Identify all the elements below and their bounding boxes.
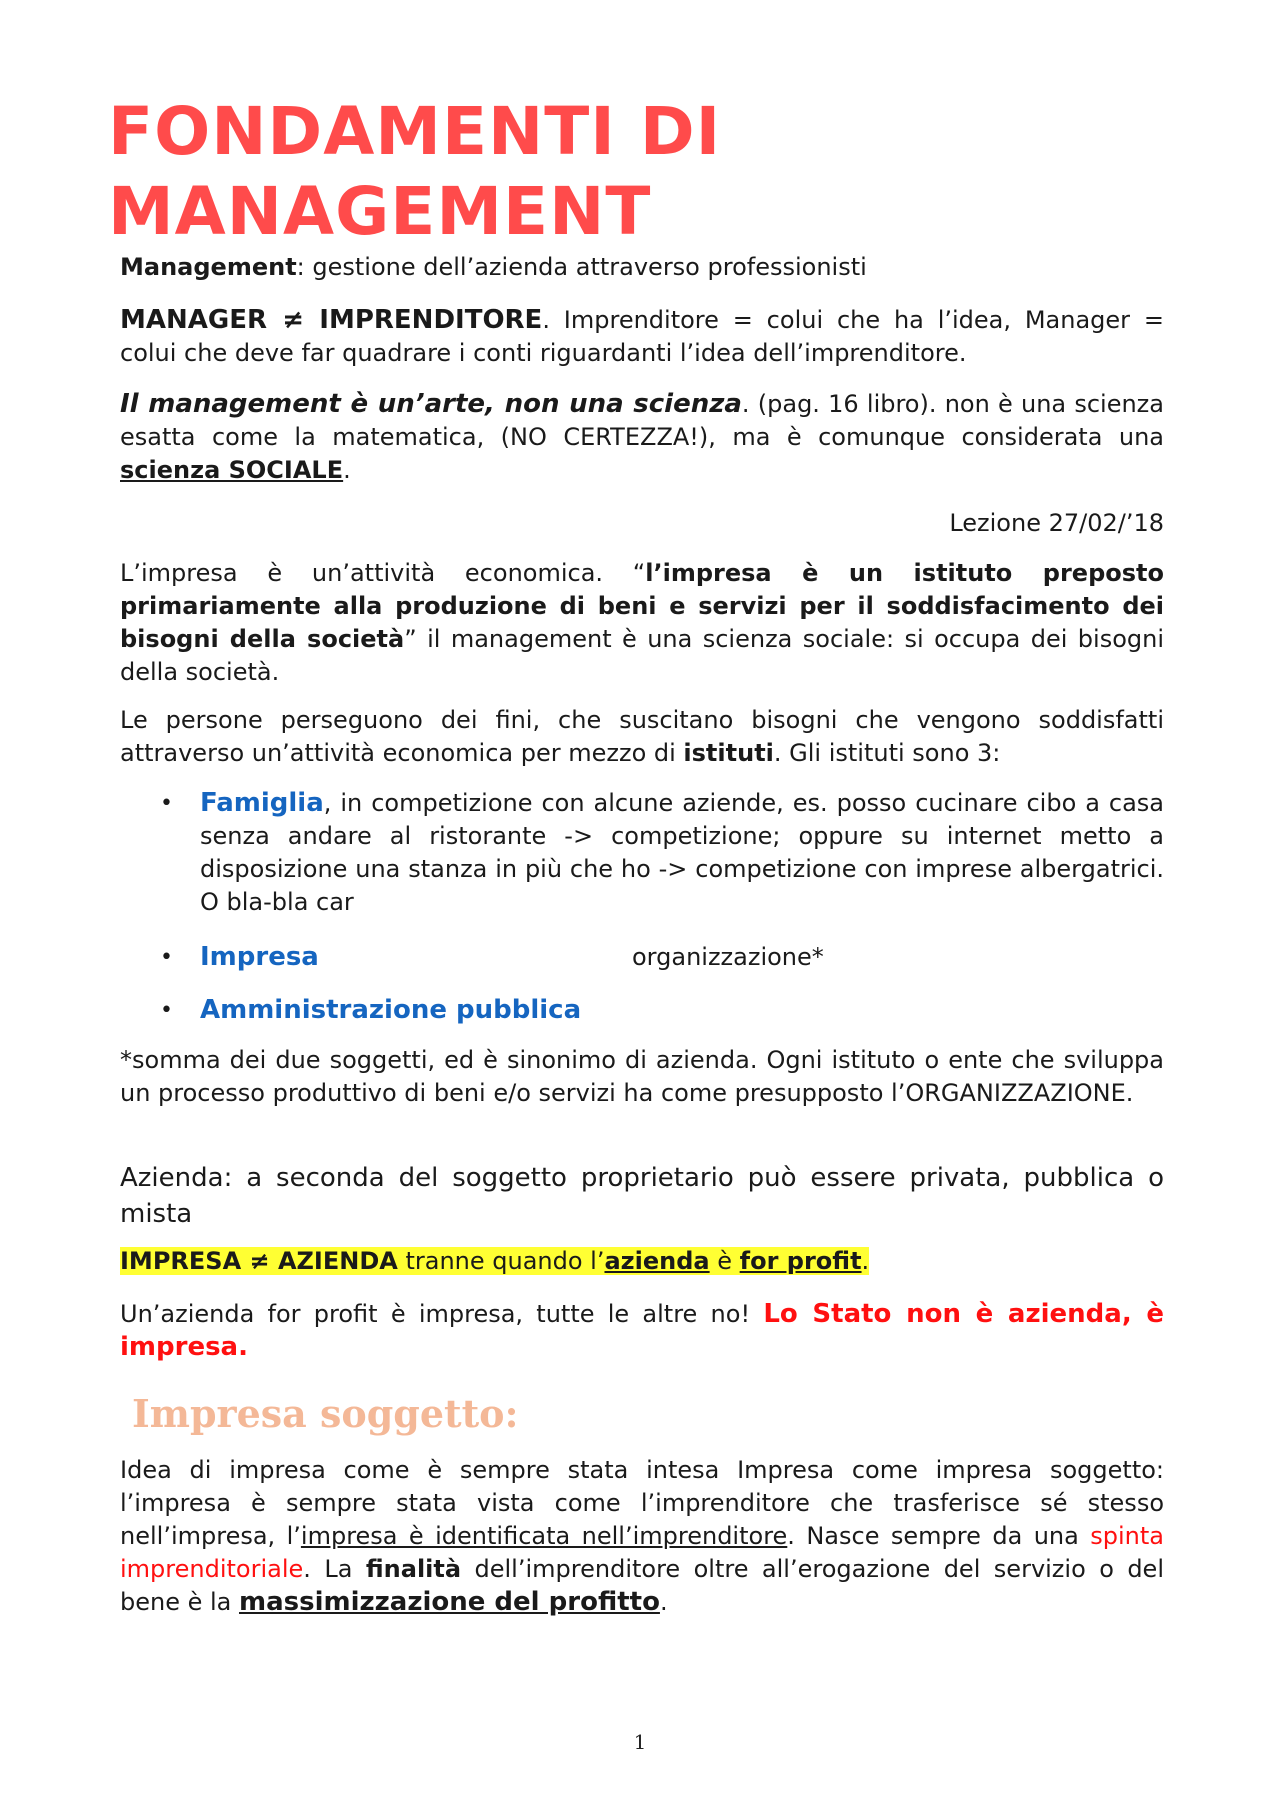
- la-text: . La: [303, 1555, 366, 1583]
- azienda-term: azienda: [604, 1247, 710, 1275]
- impresa-intro-text: L’impresa è un’attività economica. “: [120, 559, 646, 587]
- famiglia-text: , in competizione con alcune aziende, es. posso cucinare cibo a casa senza andare al ristorante -> competizione; oppure su internet metto a disposizione una stanza in più che ho -> competizione con imprese albergatrici. O bla-bla car: [200, 789, 1164, 916]
- management-arte-text: . (pag. 16 libro). non è una scienza esatta come la matematica, (NO CERTEZZA!), ma è comunque considerata una: [120, 390, 1164, 451]
- spinta-imprenditoriale-phrase: spinta imprenditoriale: [120, 1522, 1164, 1583]
- famiglia-term: Famiglia: [200, 788, 324, 818]
- lesson-date: Lezione 27/02/’18: [949, 509, 1164, 537]
- period: .: [343, 456, 351, 484]
- manager-vs-imprenditore-text: . Imprenditore = colui che ha l’idea, Manager = colui che deve far quadrare i conti riguardanti l’idea dell’imprenditore.: [120, 306, 1164, 367]
- management-definition-text: : gestione dell’azienda attraverso professionisti: [296, 253, 867, 281]
- title-line-1: FONDAMENTI DI: [108, 93, 722, 170]
- finalita-term: finalità: [365, 1555, 462, 1583]
- paragraph-impresa-vs-azienda: [120, 1245, 1164, 1278]
- list-item-body: [200, 941, 1164, 974]
- amministrazione-pubblica-term: Amministrazione pubblica: [200, 995, 582, 1025]
- istituti-intro-text: Le persone perseguono dei fini, che suscitano bisogni che vengono soddisfatti attraverso un’attività economica per mezzo di: [120, 706, 1164, 767]
- impresa-identificata-phrase: impresa è identificata nell’imprenditore: [300, 1522, 788, 1550]
- impresa-soggetto-text: Idea di impresa come è sempre stata intesa Impresa come impresa soggetto: l’impresa è sempre stata vista come l’imprenditore che trasferisce sé stesso nell’impresa, l’: [120, 1456, 1164, 1550]
- organizzazione-note: organizzazione*: [632, 943, 824, 971]
- paragraph-istituti: [120, 704, 1164, 770]
- list-item-body: [200, 994, 1164, 1027]
- for-profit-text: Un’azienda for profit è impresa, tutte le altre no!: [120, 1300, 764, 1328]
- paragraph-azienda-tipi: Azienda: a seconda del soggetto proprietario può essere privata, pubblica o mista: [120, 1163, 1164, 1229]
- bullet-icon: •: [160, 998, 173, 1023]
- list-item-famiglia: [120, 787, 1164, 919]
- document-title: [108, 92, 721, 252]
- paragraph-organizzazione-note: *somma dei due soggetti, ed è sinonimo di azienda. Ogni istituto o ente che sviluppa un processo produttivo di beni e/o servizi ha come presupposto l’ORGANIZZAZIONE.: [120, 1046, 1164, 1107]
- stato-impresa-statement: Lo Stato non è azienda, è impresa.: [120, 1299, 1164, 1362]
- impresa-vs-azienda-heading: IMPRESA ≠ AZIENDA: [120, 1247, 398, 1275]
- list-item-body: [200, 787, 1164, 919]
- for-profit-term: for profit: [739, 1247, 862, 1275]
- title-line-2: MANAGEMENT: [108, 173, 652, 250]
- paragraph-management-definition: [120, 251, 1164, 284]
- finalita-text: dell’imprenditore oltre all’erogazione del servizio o del bene è la: [120, 1555, 1164, 1616]
- section-heading-impresa-soggetto: Impresa soggetto:: [132, 1391, 519, 1436]
- paragraph-stato-impresa: [120, 1298, 1164, 1364]
- manager-vs-imprenditore-heading: MANAGER ≠ IMPRENDITORE: [120, 305, 543, 335]
- list-item-amministrazione-pubblica: [120, 994, 1164, 1028]
- bullet-icon: •: [160, 945, 173, 970]
- istituti-count-text: . Gli istituti sono 3:: [773, 739, 1001, 767]
- impresa-definition-quote: l’impresa è un istituto preposto primariamente alla produzione di beni e servizi per il soddisfacimento dei bisogni della società: [120, 559, 1164, 653]
- scienza-sociale-term: scienza SOCIALE: [120, 456, 344, 484]
- impresa-term: Impresa: [200, 942, 319, 972]
- istituti-term: istituti: [683, 739, 774, 767]
- massimizzazione-profitto-phrase: massimizzazione del profitto: [239, 1587, 660, 1617]
- period: .: [659, 1588, 668, 1616]
- list-item-impresa: [120, 941, 1164, 975]
- paragraph-management-arte: [120, 388, 1164, 487]
- management-arte-phrase: Il management è un’arte, non una scienza: [120, 389, 742, 419]
- connector-text: è: [709, 1247, 740, 1275]
- nasce-text: . Nasce sempre da una: [787, 1522, 1091, 1550]
- term-management: Management: [120, 253, 297, 281]
- impresa-after-quote: ” il management è una scienza sociale: si occupa dei bisogni della società.: [120, 625, 1164, 686]
- page-number: 1: [633, 1730, 647, 1754]
- paragraph-impresa-definizione: [120, 557, 1164, 689]
- highlighted-statement: [120, 1247, 869, 1275]
- bullet-icon: •: [160, 791, 173, 816]
- impresa-vs-azienda-text: tranne quando l’: [397, 1247, 605, 1275]
- paragraph-impresa-soggetto: [120, 1454, 1164, 1619]
- period: .: [861, 1247, 870, 1275]
- paragraph-manager-vs-imprenditore: [120, 304, 1164, 370]
